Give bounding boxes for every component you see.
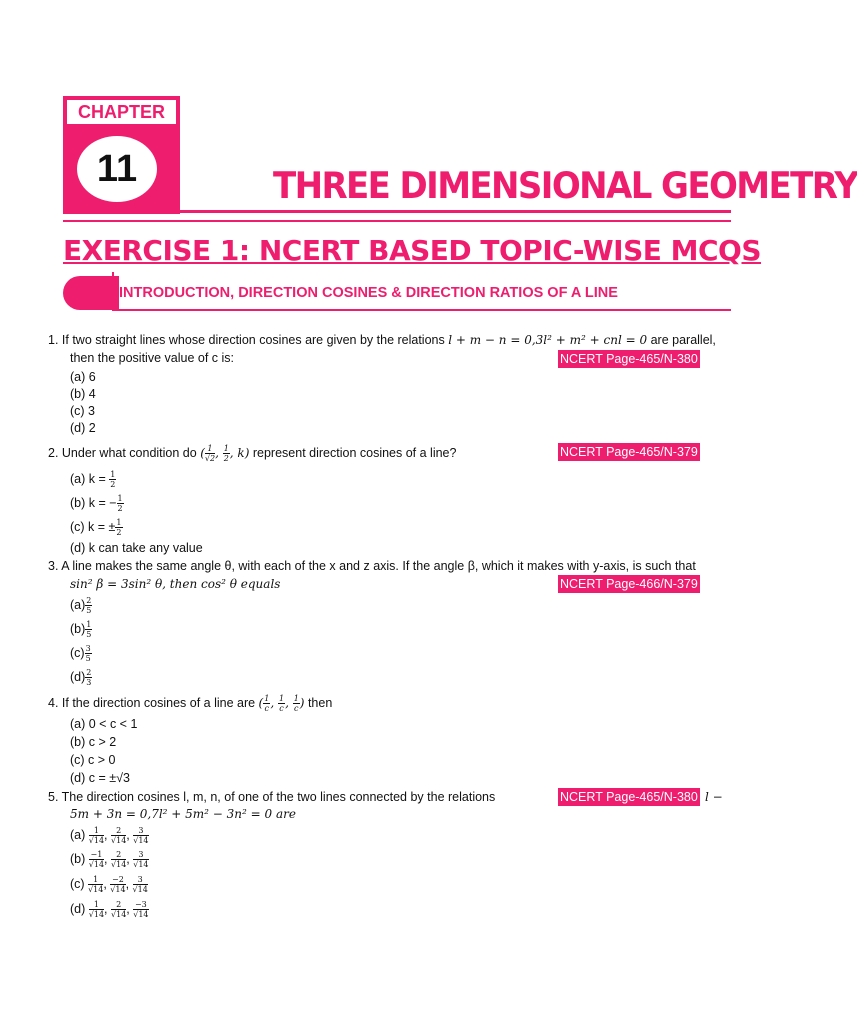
option: (d) $\frac{2}{3}$ [70,668,92,687]
question-1-text-end: are parallel, [647,333,716,347]
question-5-line2: 5m + 3n = 0,7l² + 5m² − 3n² = 0 are [70,807,296,821]
chapter-label: CHAPTER [67,100,176,124]
option: (d) 2 [70,421,96,435]
question-1-math: l + m − n = 0,3l² + m² + cnl = 0 [448,333,648,347]
ncert-tag: NCERT Page-465/N-379 [560,445,698,459]
option: (c) 3 [70,404,95,418]
ncert-tag: NCERT Page-465/N-380 [560,352,698,366]
option: (b) $\frac{-1}{√14}$ , $\frac{2}{√14}$ , $\frac{3}{√14}$ [70,850,149,869]
option: (c) $\frac{3}{5}$ [70,644,91,663]
question-2-text-end: represent direction cosines of a line? [249,446,457,460]
question-4-text: 4. If the direction cosines of a line are [48,696,259,710]
chapter-number: 11 [77,136,157,202]
question-3: 3. A line makes the same angle θ, with each of the x and z axis. If the angle β, which it makes with y-axis, is such that [48,559,696,573]
title-rule [180,210,731,213]
option: (b) $\frac{1}{5}$ [70,620,92,639]
option: (a) k = $\frac{1}{2}$ [70,470,116,489]
option: (c) $\frac{1}{√14}$ , $\frac{-2}{√14}$ , $\frac{3}{√14}$ [70,875,148,894]
question-1-line2: then the positive value of c is: [70,351,234,365]
option: (b) c > 2 [70,735,117,749]
option: (b) 4 [70,387,96,401]
question-3-line2: sin² β = 3sin² θ, then cos² θ equals [70,577,281,591]
ncert-tag: NCERT Page-466/N-379 [560,577,698,591]
topic-marker [63,276,119,310]
option: (c) k = ± $\frac{1}{2}$ [70,518,122,537]
topic-underline [112,309,731,311]
question-4-tuple: ( $\frac{1}{c}$ , $\frac{1}{c}$ , $\frac{1}{c}$ ) [258,694,305,713]
option: (a) $\frac{2}{5}$ [70,596,92,615]
option: (a) 0 < c < 1 [70,717,138,731]
question-4 [48,694,332,713]
question-5-tail: l − [705,790,723,804]
option: (a) $\frac{1}{√14}$ , $\frac{2}{√14}$ , $\frac{3}{√14}$ [70,826,149,845]
question-5: 5. The direction cosines l, m, n, of one of the two lines connected by the relations [48,790,496,804]
question-1-text: 1. If two straight lines whose direction cosines are given by the relations [48,333,449,347]
option: (b) k = − $\frac{1}{2}$ [70,494,123,513]
topic-title: INTRODUCTION, DIRECTION COSINES & DIRECTION RATIOS OF A LINE [119,285,618,301]
question-4-text-end: then [304,696,333,710]
chapter-title: THREE DIMENSIONAL GEOMETRY [273,164,857,208]
question-2-text: 2. Under what condition do [48,446,201,460]
topic-divider [112,272,114,310]
question-1 [48,332,716,348]
exercise-title: EXERCISE 1: NCERT BASED TOPIC-WISE MCQS [63,234,762,267]
option: (d) $\frac{1}{√14}$ , $\frac{2}{√14}$ , $\frac{-3}{√14}$ [70,900,149,919]
option: (d) c = ±√3 [70,771,130,785]
option: (d) k can take any value [70,541,203,555]
ncert-tag: NCERT Page-465/N-380 [560,790,698,804]
question-2-tuple: ( $\frac{1}{√2}$ , $\frac{1}{2}$ , k) [200,444,250,463]
title-rule-thin [63,220,731,222]
option: (c) c > 0 [70,753,116,767]
question-2 [48,444,456,463]
option: (a) 6 [70,370,96,384]
chapter-badge [63,96,180,214]
